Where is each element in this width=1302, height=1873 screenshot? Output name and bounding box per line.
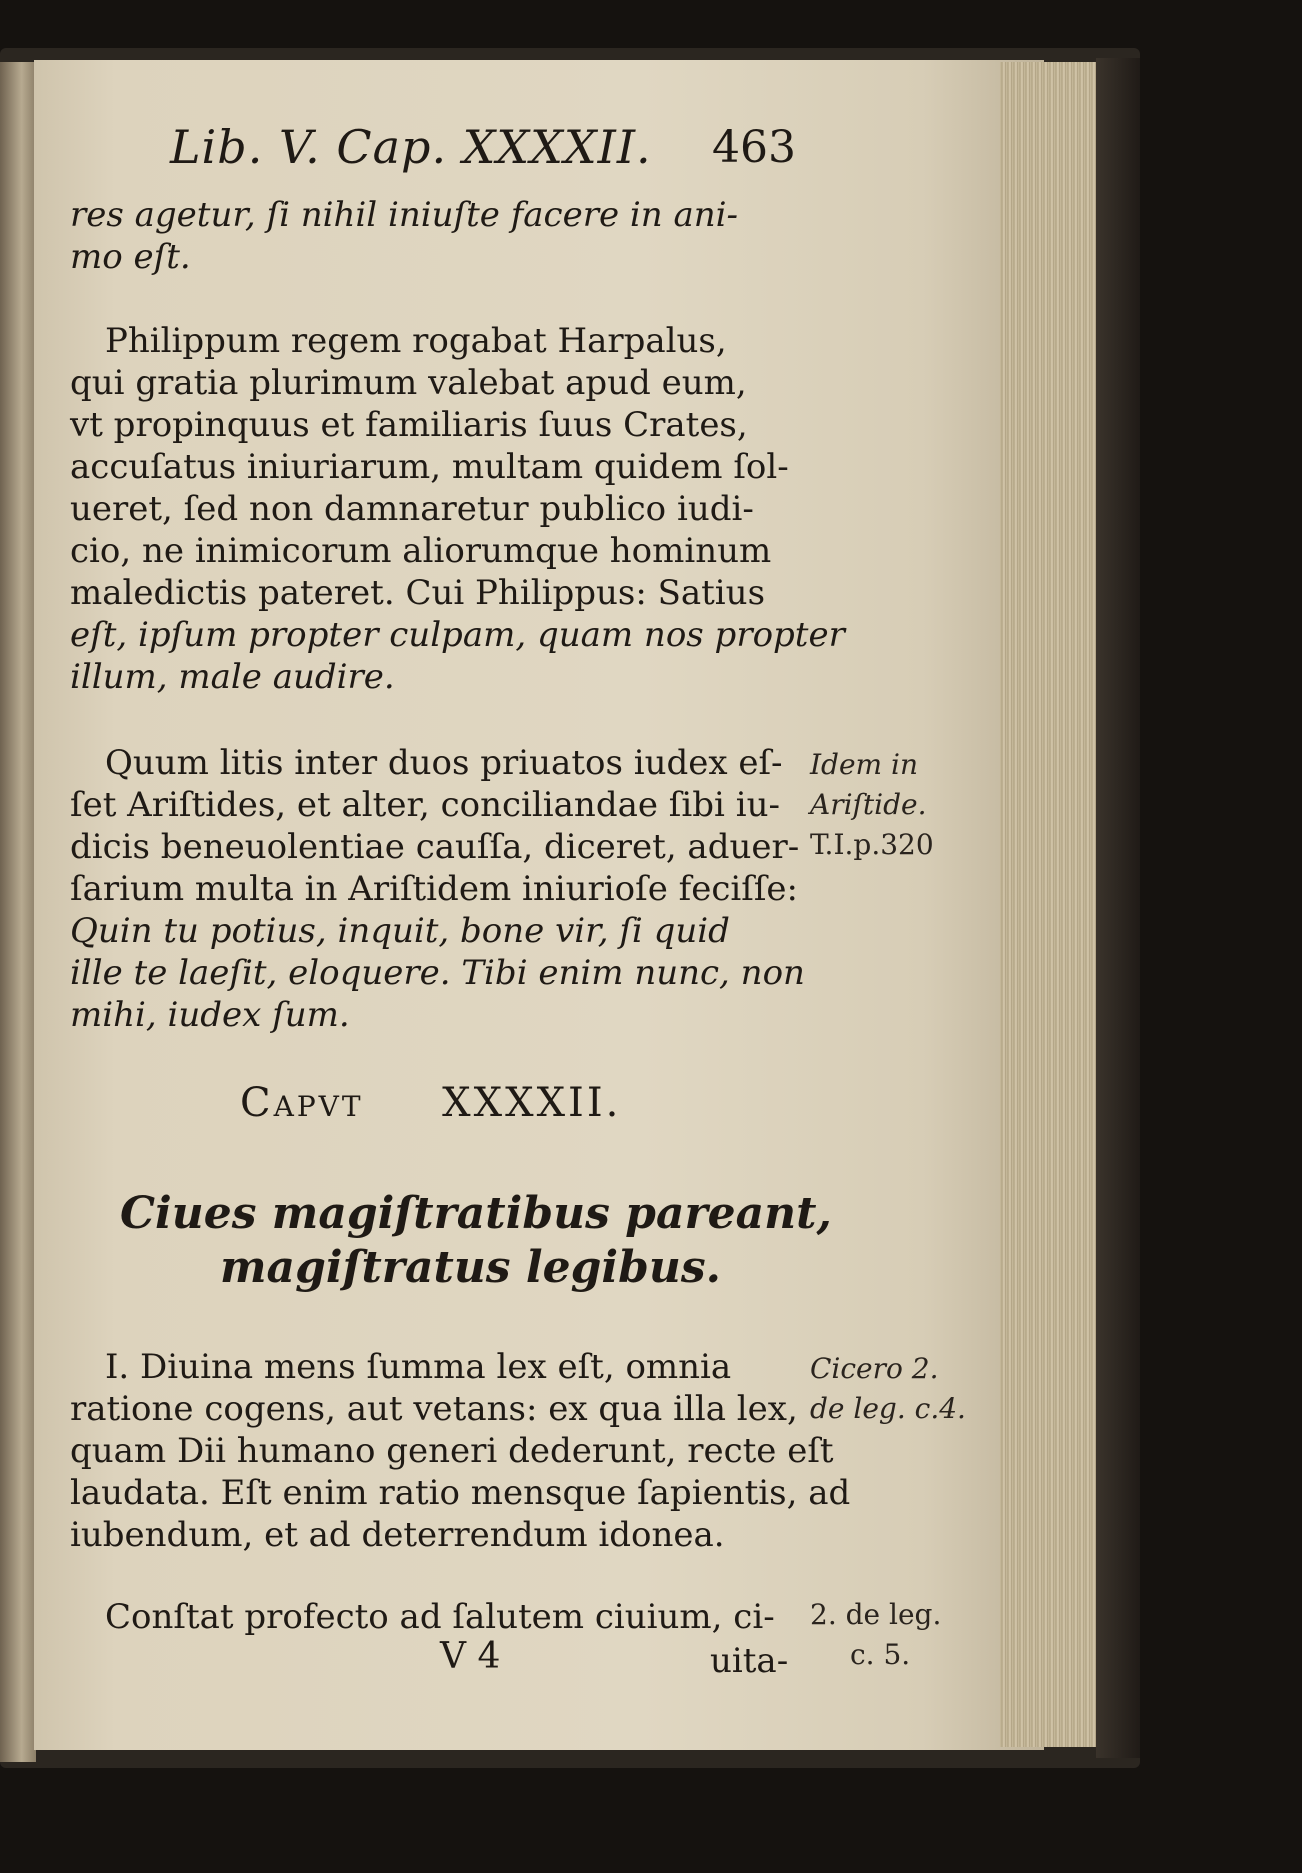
catchword: uita- xyxy=(710,1641,789,1681)
text-line: eſt, ipſum propter culpam, quam nos propter xyxy=(70,615,845,655)
text-line: laudata. Eſt enim ratio mensque ſapientis, ad xyxy=(70,1473,851,1513)
text-line: I. Diuina mens ſumma lex eſt, omnia xyxy=(105,1347,732,1387)
text-line: Philippum regem rogabat Harpalus, xyxy=(105,321,727,361)
chapter-subtitle: Ciues magiſtratibus pareant, xyxy=(120,1188,832,1239)
chapter-caput: Capvt xyxy=(240,1080,364,1126)
text-line: iubendum, et ad deterrendum idonea. xyxy=(70,1515,725,1555)
chapter-number: XXXXII. xyxy=(442,1080,622,1126)
signature-mark: V 4 xyxy=(440,1636,501,1677)
text-line: mo eſt. xyxy=(70,237,191,277)
text-line: res agetur, ſi nihil iniuſte facere in ani- xyxy=(70,195,738,235)
text-line: mihi, iudex ſum. xyxy=(70,995,350,1035)
text-line: vt propinquus et familiaris ſuus Crates, xyxy=(70,405,748,445)
margin-note: 2. de leg. xyxy=(810,1598,942,1631)
page-stack-edge xyxy=(1000,62,1100,1747)
text-line: dicis beneuolentiae cauſſa, diceret, aduer- xyxy=(70,827,800,867)
chapter-subtitle: magiſtratus legibus. xyxy=(220,1242,721,1293)
text-line: ſet Ariſtides, et alter, conciliandae ſibi iu- xyxy=(70,785,780,825)
text-line: ſarium multa in Ariſtidem iniurioſe feciſſe: xyxy=(70,869,799,909)
text-line: ille te laeſit, eloquere. Tibi enim nunc, non xyxy=(70,953,805,993)
text-line: qui gratia plurimum valebat apud eum, xyxy=(70,363,747,403)
text-line: Conſtat profecto ad ſalutem ciuium, ci- xyxy=(105,1597,775,1637)
margin-note: Ariſtide. xyxy=(810,788,927,821)
binding-edge xyxy=(1096,58,1140,1758)
left-page-edge xyxy=(0,62,36,1762)
margin-note: T.I.p.320 xyxy=(810,828,934,861)
chapter-heading xyxy=(240,1080,621,1126)
page-number: 463 xyxy=(712,122,796,173)
text-line: ratione cogens, aut vetans: ex qua illa lex, xyxy=(70,1389,798,1429)
text-line: ueret, ſed non damnaretur publico iudi- xyxy=(70,489,754,529)
margin-note: Idem in xyxy=(810,748,918,781)
margin-note: c. 5. xyxy=(850,1638,911,1671)
text-line: Quum litis inter duos priuatos iudex eſ- xyxy=(105,743,783,783)
text-line: illum, male audire. xyxy=(70,657,395,697)
text-line: cio, ne inimicorum aliorumque hominum xyxy=(70,531,772,571)
text-line: Quin tu potius, inquit, bone vir, ſi quid xyxy=(70,911,730,951)
text-line: quam Dii humano generi dederunt, recte eſt xyxy=(70,1431,834,1471)
margin-note: Cicero 2. xyxy=(810,1352,939,1385)
text-line: accuſatus iniuriarum, multam quidem ſol- xyxy=(70,447,789,487)
text-line: maledictis pateret. Cui Philippus: Satius xyxy=(70,573,766,613)
running-title: Lib. V. Cap. XXXXII. xyxy=(170,120,652,174)
margin-note: de leg. c.4. xyxy=(810,1392,966,1425)
